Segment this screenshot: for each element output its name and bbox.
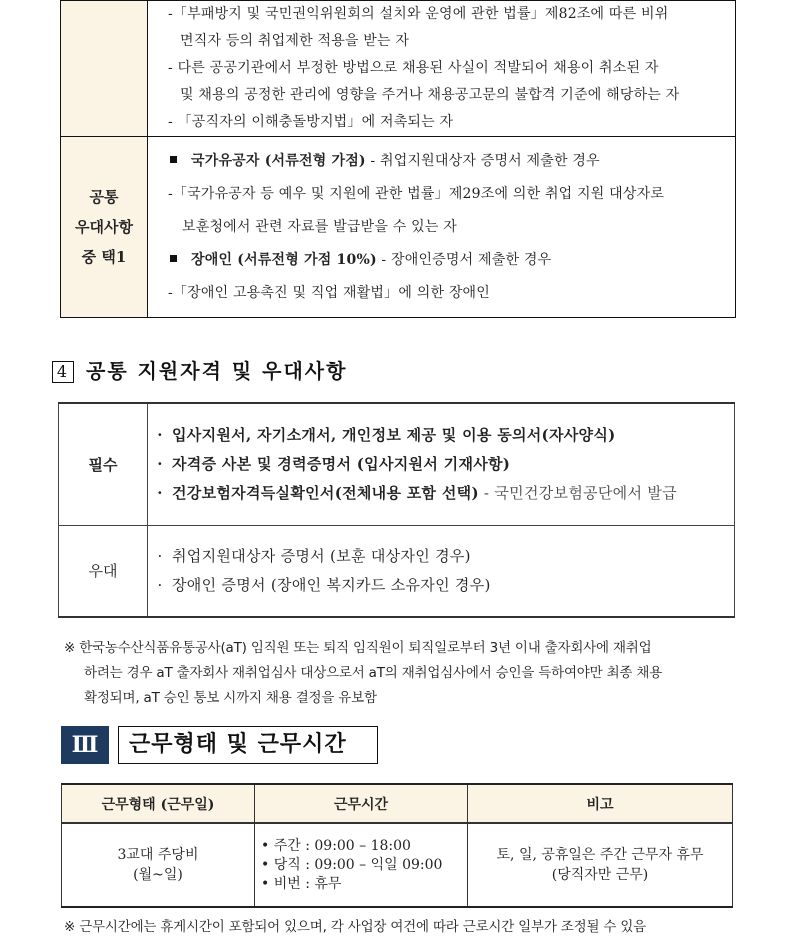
header-work-hours: 근무시간 [255, 784, 468, 823]
eligibility-table [60, 0, 736, 318]
section-3-number-badge: Ⅲ [61, 726, 109, 764]
required-item-text: 건강보험자격득실확인서(전체내용 포함 선택) [172, 483, 479, 502]
preferred-label: 우대 [59, 525, 148, 617]
hours-off-duty: • 비번 : 휴무 [261, 875, 342, 892]
preference-label-line: 우대사항 [75, 218, 133, 236]
note-text: 한국농수산식품유통공사(aT) 임직원 또는 퇴직 임직원이 퇴직일로부터 3년 이내 출자회사에 재취업 [79, 640, 652, 656]
bullet-dot-icon: · [157, 483, 163, 502]
disqualification-line: - 다른 공공기관에서 부정한 방법으로 채용된 사실이 적발되어 채용이 취소된 자 [168, 60, 659, 76]
header-remarks: 비고 [468, 784, 733, 823]
remark-text: 토, 일, 공휴일은 주간 근무자 휴무 [496, 847, 704, 863]
required-item [156, 450, 733, 479]
preferred-item [156, 542, 733, 571]
required-documents-table [58, 402, 735, 618]
preference-subitem: -「국가유공자 등 예우 및 지원에 관한 법률」제29조에 의한 취업 지원 대상자로 [168, 185, 665, 202]
note-line: 확정되며, aT 승인 통보 시까지 채용 결정을 유보함 [84, 690, 377, 706]
bullet-dot-icon: · [157, 575, 163, 594]
work-schedule-table [61, 783, 733, 908]
preference-content [148, 137, 736, 318]
preference-item-veterans [168, 145, 735, 178]
section-4-heading [52, 355, 347, 384]
preference-label-line: 공통 [89, 188, 119, 206]
disqualification-content [148, 1, 736, 137]
section-number-box: 4 [52, 361, 74, 383]
reference-mark-icon: ※ [64, 640, 76, 656]
bullet-dot-icon: · [157, 425, 163, 444]
hours-night-duty: • 당직 : 09:00 – 익일 09:00 [261, 856, 443, 873]
preferred-items [148, 525, 735, 617]
preference-row [61, 137, 736, 318]
work-hours-cell [255, 823, 468, 907]
preferred-item-text: 취업지원대상자 증명서 (보훈 대상자인 경우) [172, 546, 471, 565]
work-type-cell [62, 823, 255, 907]
required-item [156, 421, 733, 450]
disqualification-line: 및 채용의 공정한 관리에 영향을 주거나 채용공고문의 불합격 기준에 해당하는 자 [180, 87, 680, 103]
disqualification-line: 면직자 등의 취업제한 적용을 받는 자 [180, 33, 410, 49]
work-type-text: 3교대 주당비 [117, 847, 199, 863]
required-item-text: 입사지원서, 자기소개서, 개인정보 제공 및 이용 동의서(자사양식) [172, 425, 616, 444]
preference-label-line: 중 택1 [81, 248, 127, 266]
remarks-cell [468, 823, 733, 907]
disqualification-line: - 「공직자의 이해충돌방지법」에 저촉되는 자 [168, 114, 454, 130]
required-row [59, 403, 735, 525]
required-items [148, 403, 735, 525]
work-days-text: (월~일) [133, 867, 183, 883]
remark-text: (당직자만 근무) [551, 867, 649, 883]
preference-item-disabled [168, 244, 735, 277]
square-bullet-icon [170, 156, 177, 163]
disqualification-line: -「부패방지 및 국민권익위원회의 설치와 운영에 관한 법률」제82조에 따른 비위 [168, 6, 669, 22]
required-item-text: 자격증 사본 및 경력증명서 (입사지원서 기재사항) [172, 454, 511, 473]
required-item [156, 479, 733, 508]
work-table-header [62, 784, 733, 823]
preference-item-desc: - 장애인증명서 제출한 경우 [376, 251, 552, 268]
reemployment-note [64, 636, 744, 711]
section-4-title: 공통 지원자격 및 우대사항 [86, 359, 348, 383]
preference-item-title: 장애인 (서류전형 가점 10%) [191, 251, 377, 268]
work-hours-note: ※ 근무시간에는 휴게시간이 포함되어 있으며, 각 사업장 여건에 따라 근로시간 일부가 조정될 수 있음 [64, 919, 647, 935]
disqualification-label-cell [61, 1, 148, 137]
note-line: 하려는 경우 aT 출자회사 재취업심사 대상으로서 aT의 재취업심사에서 승인을 득하여야만 최종 채용 [84, 665, 663, 681]
bullet-dot-icon: · [157, 546, 163, 565]
preference-subitem: -「장애인 고용촉진 및 직업 재활법」에 의한 장애인 [168, 284, 490, 301]
required-item-note: - 국민건강보험공단에서 발급 [478, 483, 677, 502]
preferred-item-text: 장애인 증명서 (장애인 복지카드 소유자인 경우) [172, 575, 491, 594]
disqualification-row [61, 1, 736, 137]
section-3-title: 근무형태 및 근무시간 [118, 726, 378, 764]
preference-item-desc: - 취업지원대상자 증명서 제출한 경우 [365, 152, 600, 169]
header-work-type: 근무형태 (근무일) [62, 784, 255, 823]
preferred-item [156, 571, 733, 600]
required-label: 필수 [59, 403, 148, 525]
work-table-row [62, 823, 733, 907]
bullet-dot-icon: · [157, 454, 163, 473]
note-line [64, 636, 744, 661]
square-bullet-icon [170, 255, 177, 262]
preference-label [61, 137, 148, 318]
preference-item-title: 국가유공자 (서류전형 가점) [191, 152, 366, 169]
preference-subitem: 보훈청에서 관련 자료를 발급받을 수 있는 자 [182, 218, 457, 235]
preferred-row [59, 525, 735, 617]
hours-day-shift: • 주간 : 09:00 – 18:00 [261, 837, 411, 854]
